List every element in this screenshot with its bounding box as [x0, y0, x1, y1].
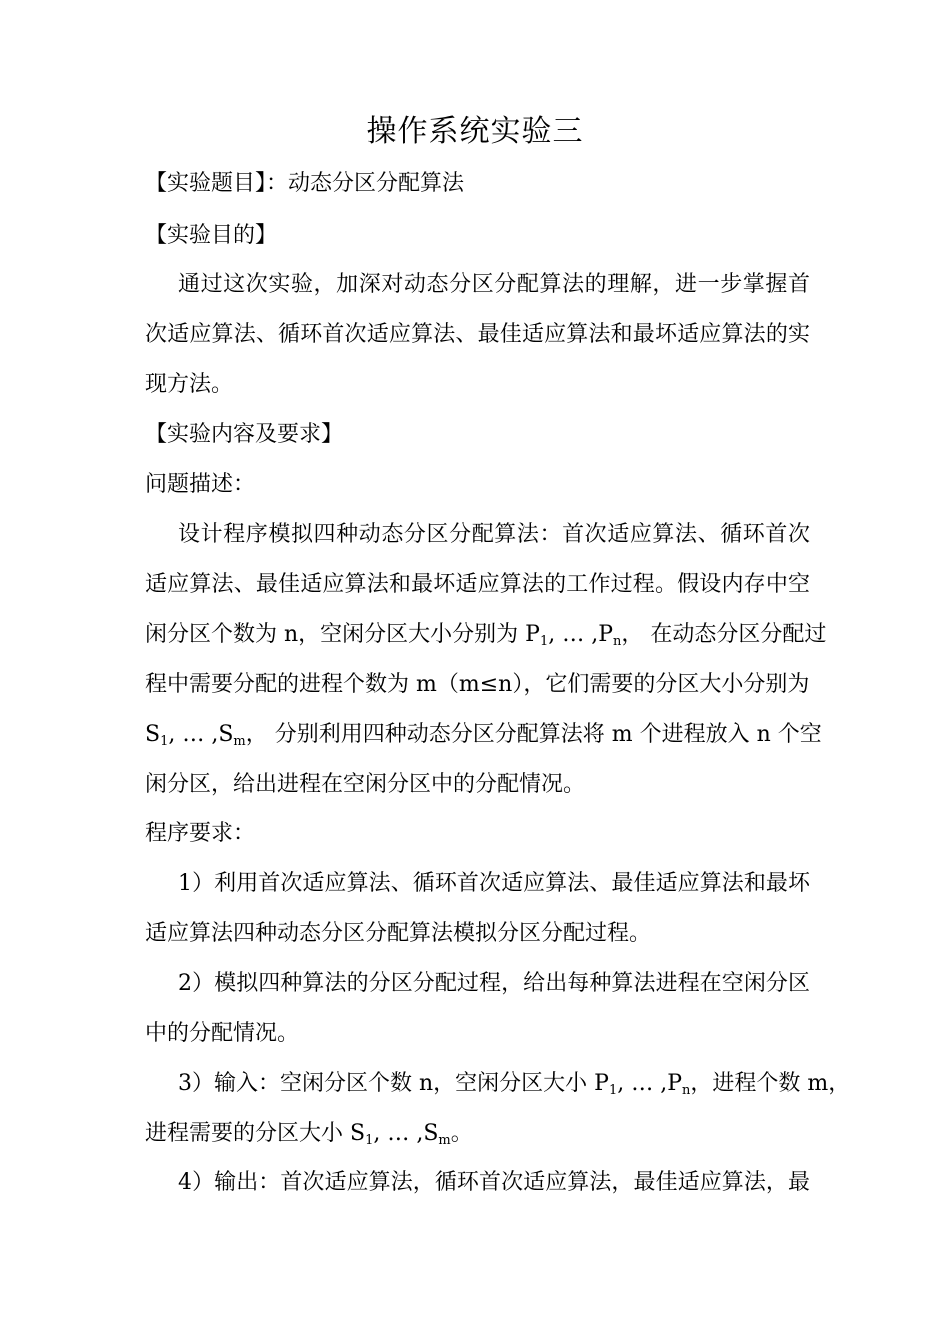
problem-line-3-text-a: 闲分区个数为 n，空闲分区大小分别为 P [145, 622, 540, 647]
subscript: n [682, 1083, 691, 1098]
subscript: 1 [160, 734, 169, 749]
requirements-label: 程序要求： [145, 821, 256, 846]
page-title: 操作系统实验三 [366, 114, 584, 149]
problem-line-1: 设计程序模拟四种动态分区分配算法：首次适应算法、循环首次 [178, 522, 810, 547]
problem-label: 问题描述： [145, 472, 256, 497]
subscript: n [613, 634, 622, 649]
requirement-3-line-1-text-c: ，进程个数 m， [690, 1071, 851, 1096]
experiment-title-line [145, 168, 810, 200]
requirement-3-line-2-text-c: 。 [450, 1121, 473, 1146]
problem-line-5-text-a: S [145, 722, 161, 747]
requirement-2-line-1: 2）模拟四种算法的分区分配过程，给出每种算法进程在空闲分区 [178, 971, 810, 996]
requirement-2-line-2: 中的分配情况。 [145, 1021, 300, 1046]
requirement-1-line-2: 适应算法四种动态分区分配算法模拟分区分配过程。 [145, 921, 652, 946]
content-heading: 【实验内容及要求】 [145, 422, 344, 447]
problem-line-2: 适应算法、最佳适应算法和最坏适应算法的工作过程。假设内存中空 [145, 572, 810, 597]
subscript: 1 [539, 634, 549, 649]
subscript: 1 [365, 1133, 374, 1148]
requirement-1-line-1: 1）利用首次适应算法、循环首次适应算法、最佳适应算法和最坏 [178, 871, 810, 896]
problem-line-3 [145, 619, 827, 651]
experiment-title-value: 动态分区分配算法 [288, 171, 465, 196]
problem-line-4: 程中需要分配的进程个数为 m（m≤n），它们需要的分区大小分别为 [145, 672, 810, 697]
subscript: m [233, 734, 246, 749]
experiment-title-separator: ： [266, 171, 289, 196]
subscript: m [438, 1133, 451, 1148]
purpose-line-1: 通过这次实验，加深对动态分区分配算法的理解，进一步掌握首 [178, 272, 810, 297]
problem-line-5-text-c: ， 分别利用四种动态分区分配算法将 m 个进程放入 n 个空 [245, 722, 822, 747]
requirement-3-line-1-text-a: 3）输入：空闲分区个数 n，空闲分区大小 P [178, 1071, 609, 1096]
requirement-4-line-1: 4）输出：首次适应算法，循环首次适应算法，最佳适应算法，最 [178, 1170, 810, 1195]
subscript: 1 [608, 1083, 618, 1098]
requirement-3-line-2 [145, 1118, 810, 1150]
problem-line-3-text-c: ， 在动态分区分配过 [621, 622, 827, 647]
purpose-heading: 【实验目的】 [145, 223, 278, 248]
requirement-3-line-1-text-b: , … ,P [617, 1071, 683, 1096]
requirement-3-line-2-text-a: 进程需要的分区大小 S [145, 1121, 366, 1146]
problem-line-5 [145, 719, 822, 751]
problem-line-5-text-b: , … ,S [168, 722, 234, 747]
requirement-3-line-1 [178, 1068, 851, 1100]
purpose-line-2: 次适应算法、循环首次适应算法、最佳适应算法和最坏适应算法的实 [145, 322, 810, 347]
problem-line-3-text-b: , … ,P [548, 622, 614, 647]
problem-line-6: 闲分区，给出进程在空闲分区中的分配情况。 [145, 772, 586, 797]
requirement-3-line-2-text-b: , … ,S [373, 1121, 439, 1146]
purpose-line-3: 现方法。 [145, 372, 234, 397]
experiment-title-heading: 【实验题目】 [145, 171, 267, 196]
